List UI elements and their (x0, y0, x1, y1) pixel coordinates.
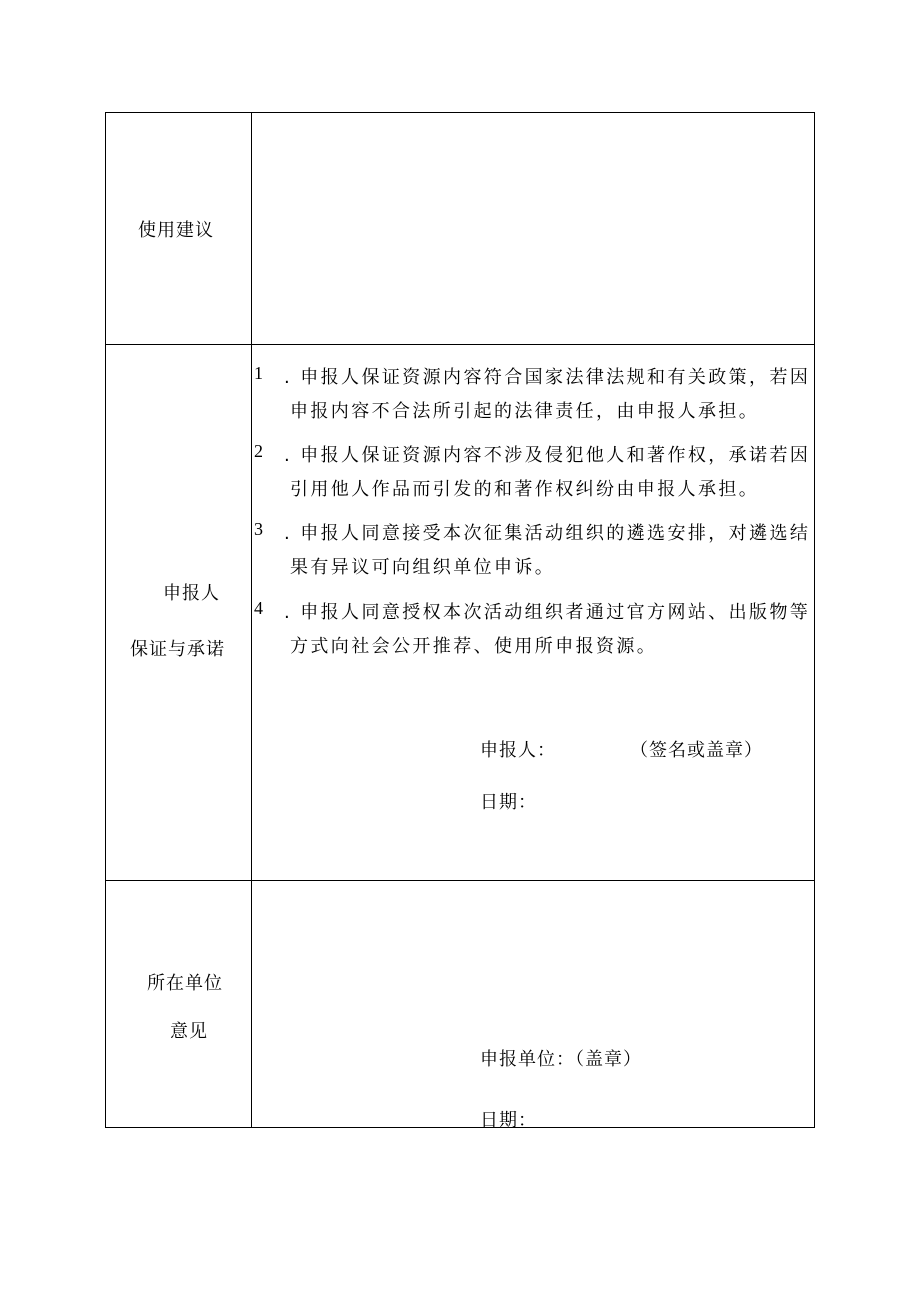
unit-content-cell[interactable] (252, 881, 814, 1131)
suggestion-label-cell (106, 113, 252, 344)
pledge-date-label: 日期： (480, 792, 537, 813)
pledge-item-line1: . 申报人同意授权本次活动组织者通过官方网站、出版物等 (284, 602, 811, 623)
pledge-item-line2: 果有异议可向组织单位申诉。 (290, 557, 556, 578)
unit-opinion-row (106, 881, 814, 1131)
unit-label-line2: 意见 (170, 1021, 208, 1042)
pledge-label-line1: 申报人 (163, 583, 220, 604)
unit-stamp-label: 申报单位：（盖章） (480, 1049, 642, 1070)
unit-label-line1: 所在单位 (147, 973, 223, 994)
pledge-item-number: 4 (254, 598, 263, 618)
suggestion-content-cell[interactable] (252, 113, 814, 344)
unit-label-cell (106, 881, 252, 1127)
unit-date-label: 日期： (480, 1110, 537, 1131)
signer-line (480, 736, 763, 762)
signer-label: 申报人： (480, 740, 556, 761)
pledge-item-line2: 引用他人作品而引发的和著作权纠纷由申报人承担。 (290, 479, 760, 500)
signer-note: （签名或盖章） (630, 740, 763, 761)
application-form-table (105, 112, 815, 1131)
pledge-item-number: 2 (254, 441, 263, 461)
pledge-item-number: 3 (254, 519, 263, 539)
pledge-item-line2: 方式向社会公开推荐、使用所申报资源。 (290, 636, 658, 657)
pledge-item-line1: . 申报人保证资源内容不涉及侵犯他人和著作权，承诺若因 (284, 445, 811, 466)
unit-date-line (480, 1106, 537, 1132)
pledge-item-number: 1 (254, 363, 263, 383)
unit-stamp-line (480, 1045, 642, 1071)
suggestion-label: 使用建议 (138, 220, 214, 241)
pledge-date-line (480, 788, 537, 814)
pledge-label-line2: 保证与承诺 (130, 639, 225, 660)
pledge-label-cell (106, 345, 252, 880)
pledge-content-cell (252, 345, 814, 880)
suggestion-row (106, 113, 814, 345)
pledge-item-line1: . 申报人同意接受本次征集活动组织的遴选安排，对遴选结 (284, 523, 811, 544)
pledge-row (106, 345, 814, 881)
pledge-item-line1: . 申报人保证资源内容符合国家法律法规和有关政策，若因 (284, 367, 811, 388)
pledge-item-line2: 申报内容不合法所引起的法律责任，由申报人承担。 (290, 401, 760, 422)
